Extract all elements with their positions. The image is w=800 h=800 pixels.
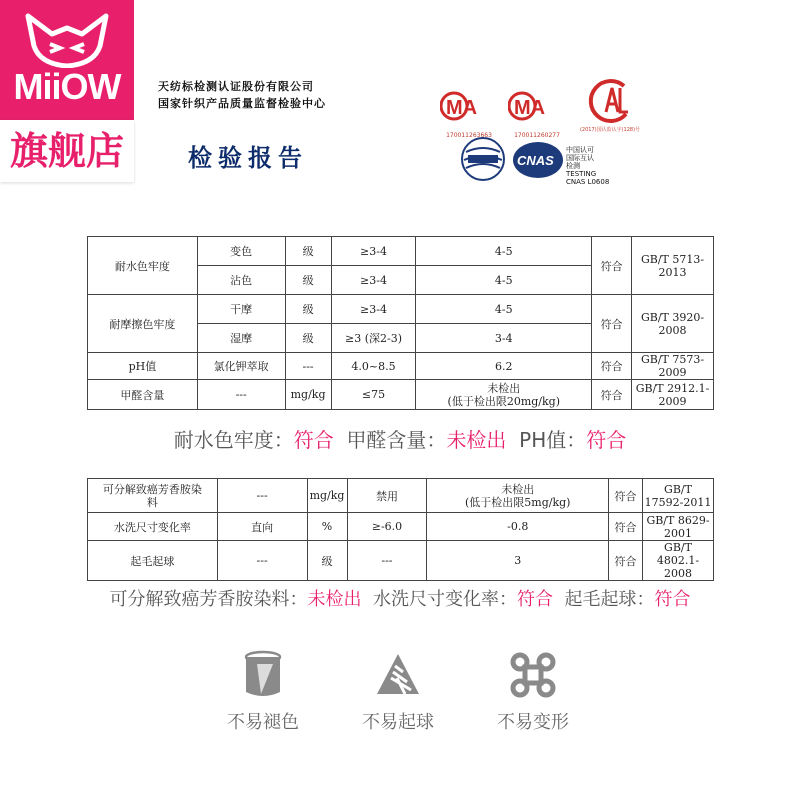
- cal-icon: [584, 76, 636, 124]
- sub-cell: 干摩: [197, 295, 285, 324]
- summary-label: 水洗尺寸变化率：: [373, 589, 517, 610]
- cert-code-3: (2017)国认监认字(128)号: [579, 127, 641, 133]
- summary-line-1: [0, 424, 800, 453]
- report-title: 检验报告: [188, 143, 308, 172]
- sub-cell: 直向: [217, 513, 307, 541]
- unit-cell: mg/kg: [307, 479, 347, 513]
- result-cell: 3: [427, 541, 609, 581]
- sub-cell: 氯化钾萃取: [197, 353, 285, 380]
- summary-value: 符合: [293, 428, 334, 452]
- unit-cell: ---: [285, 353, 331, 380]
- feature-fade-resistant: [208, 650, 318, 734]
- svg-text:MA: MA: [514, 97, 546, 119]
- feature-label: 不易褪色: [227, 712, 299, 733]
- std-cell: ≥3-4: [331, 266, 416, 295]
- verdict-cell: 符合: [592, 237, 632, 295]
- summary-label: 可分解致癌芳香胺染料：: [109, 589, 308, 610]
- result-cell: 4-5: [416, 237, 592, 266]
- method-cell: GB/T 2912.1-2009: [632, 380, 714, 410]
- company-line-2: 国家针织产品质量监督检验中心: [158, 97, 326, 110]
- result-note: (低于检出限20mg/kg): [447, 394, 561, 408]
- method-cell: GB/T 8629-2001: [643, 513, 714, 541]
- sub-cell: 变色: [197, 237, 285, 266]
- result-cell: 6.2: [416, 353, 592, 380]
- summary-label: 起毛起球：: [564, 589, 655, 610]
- ilac-mra-icon: [460, 136, 506, 182]
- cma-icon: [508, 84, 564, 128]
- summary-value: 符合: [517, 589, 553, 610]
- cma-mark-1: [440, 84, 496, 139]
- unit-cell: 级: [285, 324, 331, 353]
- result-cell: [416, 380, 592, 410]
- summary-line-2: [0, 585, 800, 611]
- cylinder-fade-icon: [243, 650, 283, 700]
- summary-value: 未检出: [446, 428, 507, 452]
- summary-value: 未检出: [307, 589, 362, 610]
- summary-label: 耐水色牢度：: [173, 428, 294, 452]
- sub-cell: ---: [217, 541, 307, 581]
- table-row: [88, 541, 714, 581]
- brand-logo[interactable]: [0, 0, 134, 120]
- unit-cell: mg/kg: [285, 380, 331, 410]
- item-cell: [88, 479, 218, 513]
- result-cell: 4-5: [416, 266, 592, 295]
- cnas-line: 国际互认: [566, 154, 594, 162]
- std-cell: ≥3-4: [331, 237, 416, 266]
- svg-text:MA: MA: [446, 97, 478, 119]
- table-row: [88, 513, 714, 541]
- cnas-line: TESTING: [566, 170, 597, 178]
- certification-marks: [436, 76, 646, 196]
- table-row: [88, 295, 714, 324]
- result-cell: 4-5: [416, 295, 592, 324]
- method-cell: GB/T 4802.1-2008: [643, 541, 714, 581]
- feature-label: 不易变形: [497, 712, 569, 733]
- cal-mark: [579, 76, 641, 133]
- table-row: [88, 479, 714, 513]
- item-cell: 水洗尺寸变化率: [88, 513, 218, 541]
- cma-icon: [440, 84, 496, 128]
- item-text: 可分解致癌芳香胺染: [102, 482, 202, 496]
- std-cell: ≥-6.0: [347, 513, 427, 541]
- std-cell: 4.0~8.5: [331, 353, 416, 380]
- company-line-1: 天纺标检测认证股份有限公司: [158, 80, 314, 93]
- table-row: [88, 353, 714, 380]
- verdict-cell: 符合: [609, 479, 643, 513]
- cnas-line: CNAS L0608: [566, 178, 610, 186]
- item-cell: 起毛起球: [88, 541, 218, 581]
- method-cell: GB/T 7573-2009: [632, 353, 714, 380]
- result-note: (低于检出限5mg/kg): [465, 495, 571, 509]
- item-cell: 耐水色牢度: [88, 237, 198, 295]
- verdict-cell: 符合: [592, 353, 632, 380]
- item-cell: pH值: [88, 353, 198, 380]
- result-cell: [427, 479, 609, 513]
- feature-shape-retention: [478, 650, 588, 734]
- std-cell: ≥3 (深2-3): [331, 324, 416, 353]
- result-cell: 3-4: [416, 324, 592, 353]
- unit-cell: 级: [285, 295, 331, 324]
- item-text: 料: [146, 495, 158, 509]
- sub-cell: 沾色: [197, 266, 285, 295]
- item-cell: 耐摩擦色牢度: [88, 295, 198, 353]
- unit-cell: 级: [285, 237, 331, 266]
- std-cell: ---: [347, 541, 427, 581]
- unit-cell: %: [307, 513, 347, 541]
- table-row: [88, 380, 714, 410]
- sub-cell: ---: [197, 380, 285, 410]
- cnas-icon: [512, 140, 564, 180]
- cma-mark-2: [508, 84, 564, 139]
- method-cell: GB/T 17592-2011: [643, 479, 714, 513]
- sub-cell: ---: [217, 479, 307, 513]
- verdict-cell: 符合: [592, 380, 632, 410]
- cnas-text: [566, 146, 609, 186]
- test-results-table-2: [87, 478, 714, 581]
- summary-label: PH值：: [519, 428, 587, 452]
- summary-value: 符合: [654, 589, 691, 610]
- method-cell: GB/T 5713-2013: [632, 237, 714, 295]
- triangle-comb-icon: [373, 650, 423, 700]
- table-row: [88, 237, 714, 266]
- verdict-cell: 符合: [609, 541, 643, 581]
- command-knot-icon: [508, 650, 558, 700]
- unit-cell: 级: [307, 541, 347, 581]
- feature-anti-pilling: [343, 650, 453, 734]
- verdict-cell: 符合: [609, 513, 643, 541]
- store-label[interactable]: 旗舰店: [0, 120, 134, 182]
- test-results-table-1: [87, 236, 714, 410]
- cat-logo-icon: [22, 12, 112, 68]
- summary-label: 甲醛含量：: [346, 428, 447, 452]
- result-text: 未检出: [487, 381, 521, 395]
- cert-code-2: 170011260277: [514, 132, 560, 139]
- summary-value: 符合: [586, 428, 627, 452]
- cnas-line: 检测: [566, 162, 580, 170]
- cert-code-1: 170011263663: [446, 132, 492, 139]
- std-cell: ≥3-4: [331, 295, 416, 324]
- item-cell: 甲醛含量: [88, 380, 198, 410]
- sub-cell: 湿摩: [197, 324, 285, 353]
- std-cell: 禁用: [347, 479, 427, 513]
- cnas-line: 中国认可: [566, 146, 594, 154]
- std-cell: ≤75: [331, 380, 416, 410]
- result-cell: -0.8: [427, 513, 609, 541]
- verdict-cell: 符合: [592, 295, 632, 353]
- svg-text:CNAS: CNAS: [517, 153, 554, 168]
- method-cell: GB/T 3920-2008: [632, 295, 714, 353]
- unit-cell: 级: [285, 266, 331, 295]
- company-names: [158, 78, 326, 112]
- result-text: 未检出: [501, 482, 535, 496]
- brand-logo-text: MiiOW: [13, 66, 121, 107]
- feature-label: 不易起球: [362, 712, 434, 733]
